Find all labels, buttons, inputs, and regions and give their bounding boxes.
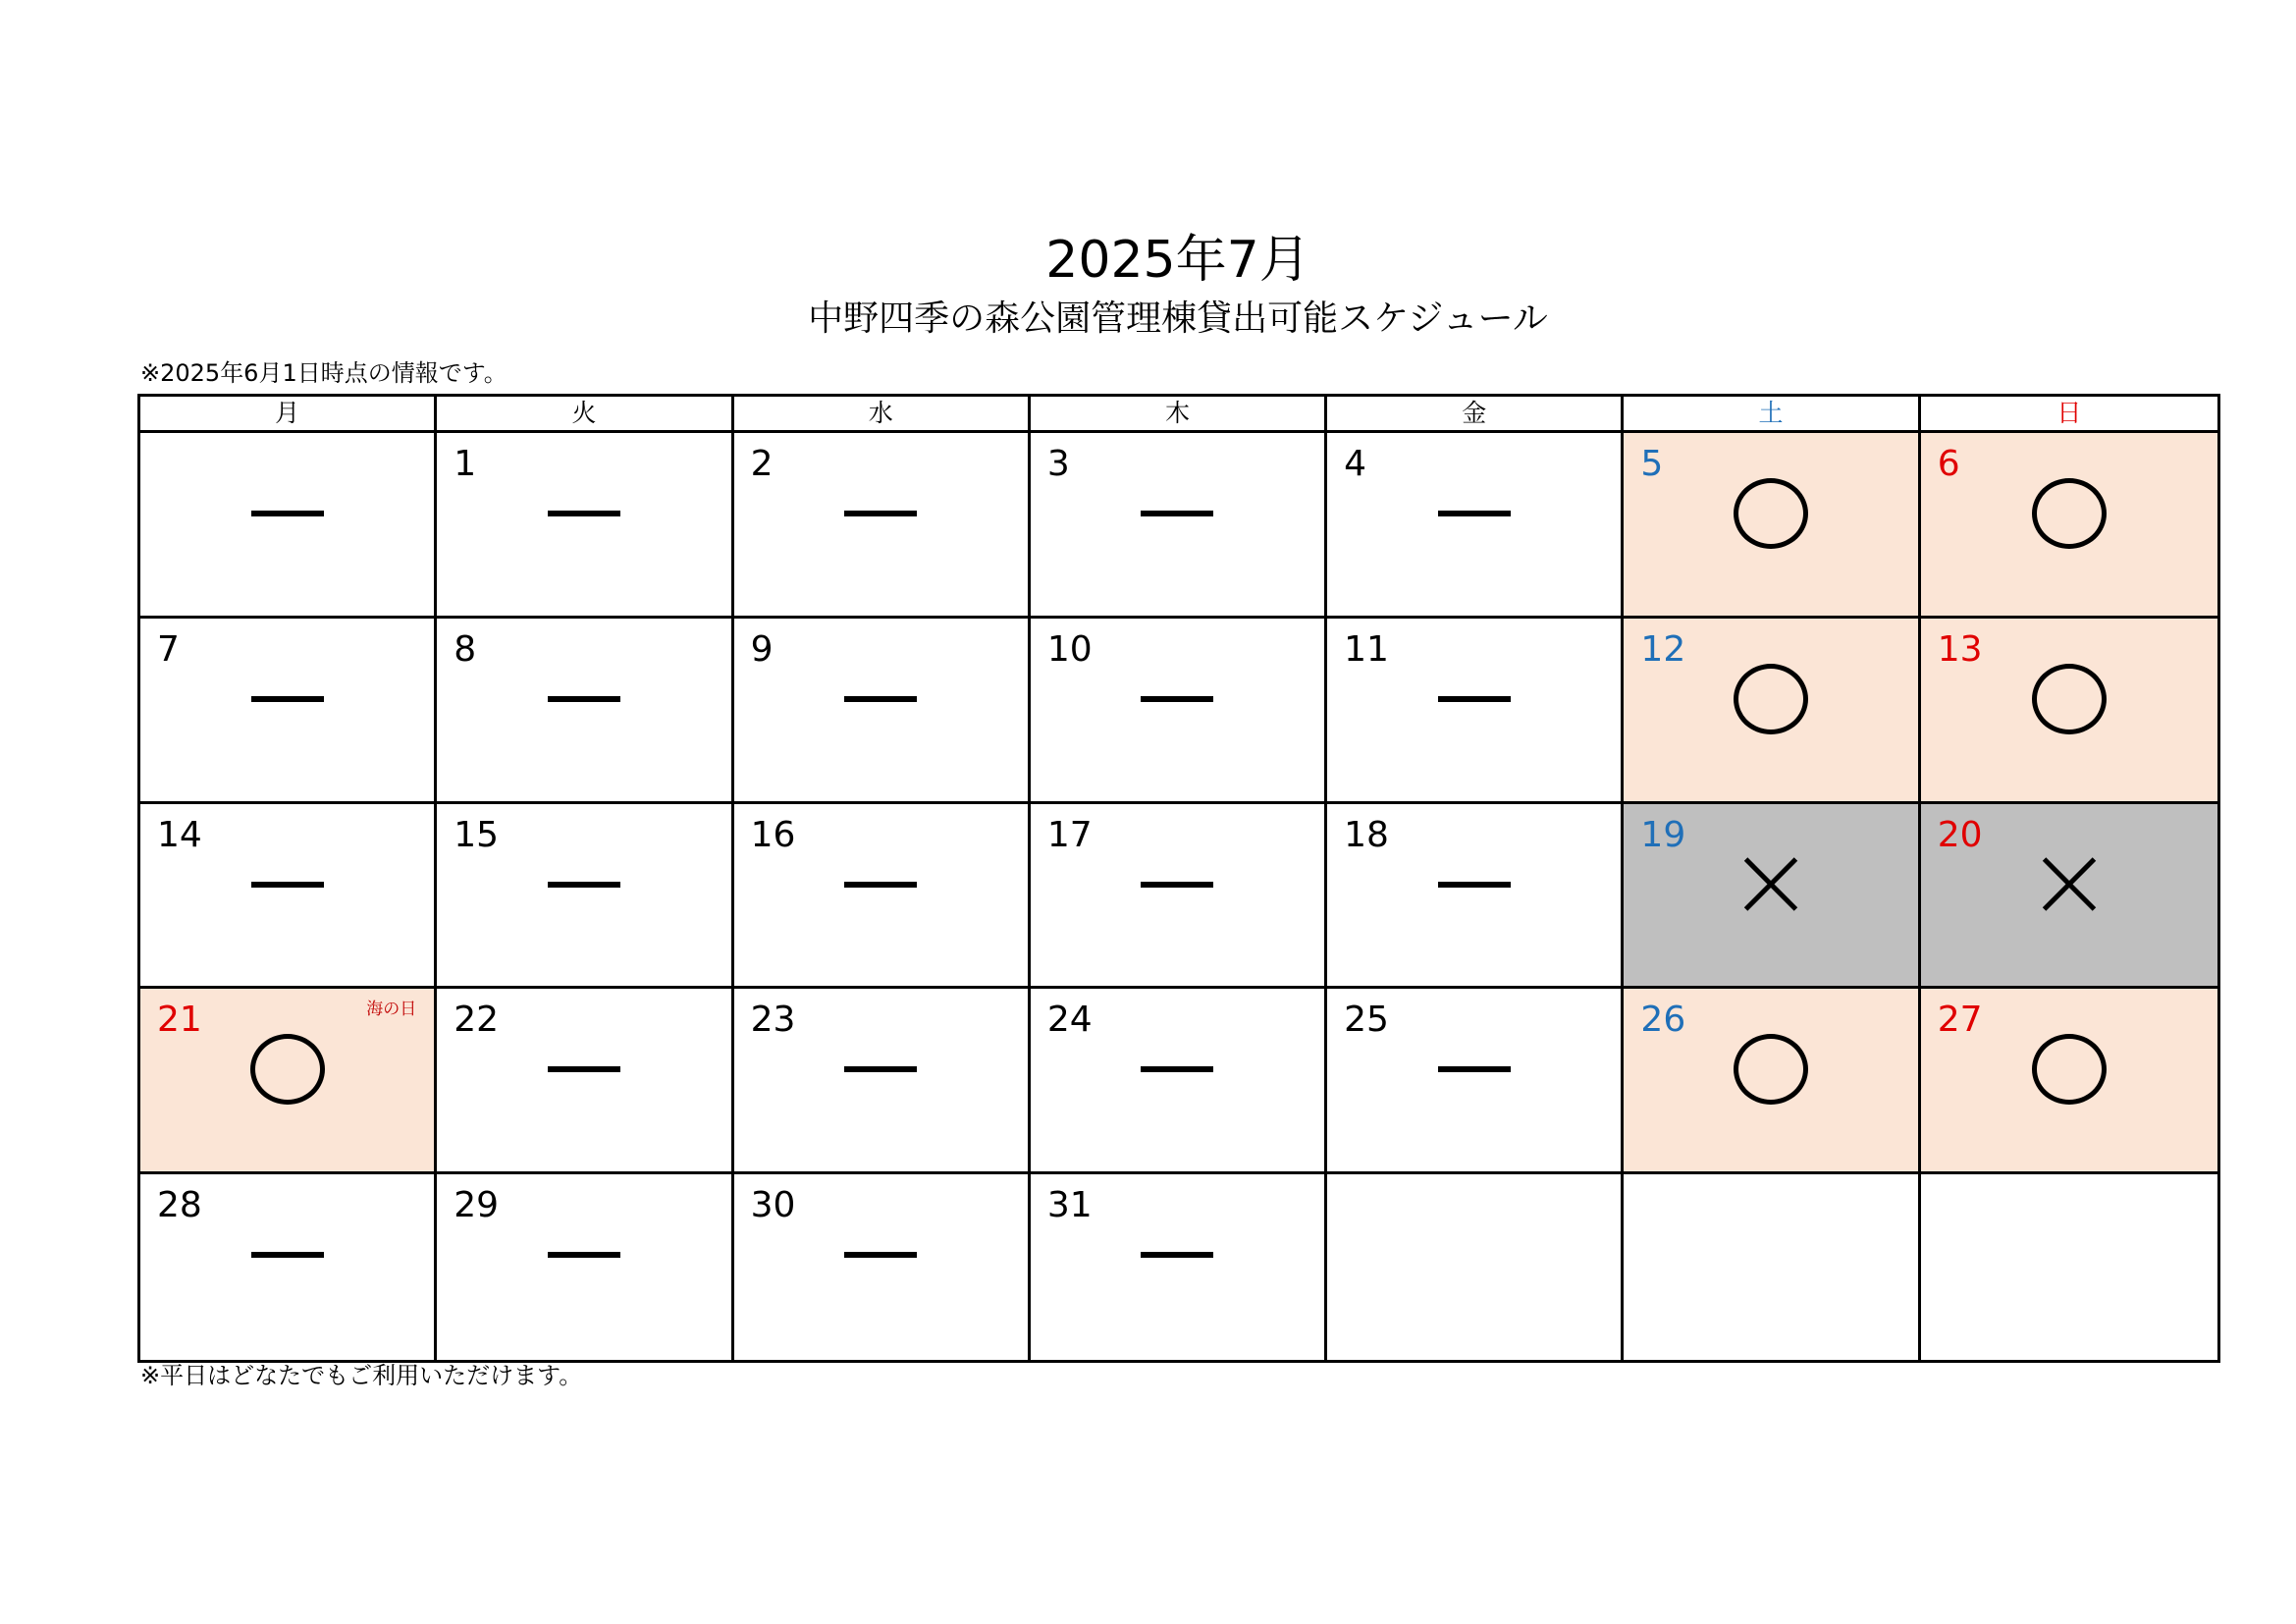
holiday-label: 海の日 bbox=[366, 1000, 417, 1020]
dash-mark-icon bbox=[251, 1252, 324, 1258]
day-number: 23 bbox=[750, 1000, 796, 1041]
info-date-note: ※2025年6月1日時点の情報です。 bbox=[140, 359, 507, 387]
weekday-mark bbox=[1031, 474, 1324, 553]
calendar-day-cell bbox=[1327, 1174, 1624, 1360]
day-number: 12 bbox=[1640, 628, 1686, 670]
day-number: 8 bbox=[454, 628, 477, 670]
day-number: 22 bbox=[454, 1000, 500, 1041]
day-number: 20 bbox=[1937, 814, 1983, 855]
weekday-mark bbox=[140, 1216, 434, 1294]
calendar-day-cell bbox=[437, 804, 733, 990]
available-mark bbox=[1921, 660, 2217, 738]
calendar-grid bbox=[137, 394, 2220, 1363]
available-mark bbox=[140, 1030, 434, 1109]
calendar-day-cell bbox=[140, 1174, 437, 1360]
weekday-mark bbox=[437, 474, 730, 553]
dash-mark-icon bbox=[844, 882, 917, 888]
weekday-header-fri: 金 bbox=[1327, 397, 1624, 433]
available-mark bbox=[1921, 474, 2217, 553]
calendar-day-cell bbox=[1031, 1174, 1327, 1360]
day-number: 13 bbox=[1937, 628, 1983, 670]
available-circle-icon bbox=[2032, 478, 2107, 549]
day-number: 7 bbox=[157, 628, 180, 670]
dash-mark-icon bbox=[1141, 696, 1213, 702]
calendar-day-cell bbox=[1921, 1174, 2217, 1360]
calendar-day-cell bbox=[734, 1174, 1031, 1360]
weekday-usage-note: ※平日はどなたでもご利用いただけます。 bbox=[140, 1362, 583, 1389]
calendar-day-cell bbox=[1921, 619, 2217, 804]
dash-mark-icon bbox=[548, 696, 620, 702]
day-number: 24 bbox=[1046, 1000, 1093, 1041]
available-circle-icon bbox=[1734, 664, 1808, 734]
day-number: 11 bbox=[1344, 628, 1389, 670]
calendar-day-cell bbox=[734, 989, 1031, 1174]
calendar-day-cell bbox=[1031, 804, 1327, 990]
dash-mark-icon bbox=[548, 882, 620, 888]
calendar-day-cell bbox=[140, 989, 437, 1174]
weekday-header-sat: 土 bbox=[1624, 397, 1920, 433]
weekday-mark bbox=[734, 845, 1028, 924]
dash-mark-icon bbox=[1438, 696, 1511, 702]
weekday-mark bbox=[140, 845, 434, 924]
weekday-mark bbox=[1327, 845, 1621, 924]
dash-mark-icon bbox=[548, 511, 620, 516]
dash-mark-icon bbox=[1141, 882, 1213, 888]
dash-mark-icon bbox=[548, 1252, 620, 1258]
calendar-day-cell bbox=[140, 804, 437, 990]
page-subtitle: 中野四季の森公園管理棟貸出可能スケジュール bbox=[808, 298, 1548, 339]
dash-mark-icon bbox=[844, 511, 917, 516]
weekday-mark bbox=[1031, 845, 1324, 924]
day-number: 21 bbox=[157, 1000, 202, 1041]
calendar-day-cell bbox=[1921, 433, 2217, 619]
calendar-day-cell bbox=[734, 433, 1031, 619]
weekday-mark bbox=[1327, 474, 1621, 553]
weekday-mark bbox=[140, 660, 434, 738]
day-number: 25 bbox=[1344, 1000, 1389, 1041]
day-number: 10 bbox=[1046, 628, 1093, 670]
weekday-mark bbox=[1327, 1030, 1621, 1109]
calendar-day-cell bbox=[734, 804, 1031, 990]
day-number: 30 bbox=[750, 1185, 796, 1226]
day-number: 5 bbox=[1640, 444, 1664, 484]
calendar-day-cell bbox=[140, 433, 437, 619]
dash-mark-icon bbox=[251, 696, 324, 702]
calendar-day-cell bbox=[1031, 433, 1327, 619]
day-number: 6 bbox=[1937, 444, 1960, 484]
weekday-mark bbox=[1031, 1216, 1324, 1294]
weekday-header-mon: 月 bbox=[140, 397, 437, 433]
available-circle-icon bbox=[1734, 478, 1808, 549]
calendar-day-cell bbox=[1327, 989, 1624, 1174]
weekday-header-sun: 日 bbox=[1921, 397, 2217, 433]
day-number: 31 bbox=[1046, 1185, 1093, 1226]
available-circle-icon bbox=[1734, 1034, 1808, 1105]
calendar-day-cell bbox=[1921, 804, 2217, 990]
available-mark bbox=[1624, 474, 1917, 553]
calendar-day-cell bbox=[1031, 989, 1327, 1174]
day-number: 19 bbox=[1640, 814, 1686, 855]
weekday-mark bbox=[734, 660, 1028, 738]
page-title: 2025年7月 bbox=[1045, 231, 1310, 290]
unavailable-cross-icon bbox=[2040, 855, 2099, 914]
calendar-day-cell bbox=[437, 1174, 733, 1360]
dash-mark-icon bbox=[251, 511, 324, 516]
calendar-day-cell bbox=[1327, 804, 1624, 990]
dash-mark-icon bbox=[1438, 1066, 1511, 1072]
day-number: 28 bbox=[157, 1185, 202, 1226]
calendar-day-cell bbox=[1624, 1174, 1920, 1360]
weekday-mark bbox=[1327, 660, 1621, 738]
dash-mark-icon bbox=[1141, 511, 1213, 516]
day-number: 15 bbox=[454, 814, 500, 855]
day-number: 9 bbox=[750, 628, 774, 670]
dash-mark-icon bbox=[1141, 1252, 1213, 1258]
available-mark bbox=[1624, 660, 1917, 738]
calendar-day-cell bbox=[1327, 433, 1624, 619]
weekday-mark bbox=[437, 845, 730, 924]
day-number: 27 bbox=[1937, 1000, 1983, 1041]
weekday-mark bbox=[734, 1216, 1028, 1294]
weekday-mark bbox=[734, 1030, 1028, 1109]
weekday-mark bbox=[140, 474, 434, 553]
weekday-mark bbox=[734, 474, 1028, 553]
day-number: 3 bbox=[1046, 444, 1070, 484]
available-mark bbox=[1921, 1030, 2217, 1109]
calendar-day-cell bbox=[1624, 619, 1920, 804]
dash-mark-icon bbox=[844, 1066, 917, 1072]
calendar-day-cell bbox=[1624, 989, 1920, 1174]
calendar-day-cell bbox=[140, 619, 437, 804]
day-number: 14 bbox=[157, 814, 202, 855]
weekday-header-thu: 木 bbox=[1031, 397, 1327, 433]
dash-mark-icon bbox=[844, 696, 917, 702]
unavailable-cross-icon bbox=[1741, 855, 1800, 914]
day-number: 29 bbox=[454, 1185, 500, 1226]
calendar-day-cell bbox=[734, 619, 1031, 804]
weekday-mark bbox=[1031, 1030, 1324, 1109]
weekday-mark bbox=[1031, 660, 1324, 738]
day-number: 17 bbox=[1046, 814, 1093, 855]
dash-mark-icon bbox=[251, 882, 324, 888]
available-circle-icon bbox=[2032, 664, 2107, 734]
dash-mark-icon bbox=[1438, 882, 1511, 888]
weekday-mark bbox=[437, 1030, 730, 1109]
weekday-mark bbox=[437, 1216, 730, 1294]
available-circle-icon bbox=[2032, 1034, 2107, 1105]
calendar-day-cell bbox=[1031, 619, 1327, 804]
weekday-mark bbox=[437, 660, 730, 738]
unavailable-mark bbox=[1921, 845, 2217, 924]
calendar-day-cell bbox=[437, 989, 733, 1174]
day-number: 1 bbox=[454, 444, 477, 484]
calendar-day-cell bbox=[437, 619, 733, 804]
weekday-header-tue: 火 bbox=[437, 397, 733, 433]
available-mark bbox=[1624, 1030, 1917, 1109]
calendar-day-cell bbox=[1624, 433, 1920, 619]
weekday-header-wed: 水 bbox=[734, 397, 1031, 433]
dash-mark-icon bbox=[1438, 511, 1511, 516]
calendar-day-cell bbox=[1327, 619, 1624, 804]
day-number: 2 bbox=[750, 444, 774, 484]
day-number: 18 bbox=[1344, 814, 1389, 855]
available-circle-icon bbox=[250, 1034, 325, 1105]
day-number: 26 bbox=[1640, 1000, 1686, 1041]
day-number: 16 bbox=[750, 814, 796, 855]
dash-mark-icon bbox=[844, 1252, 917, 1258]
calendar-day-cell bbox=[1624, 804, 1920, 990]
unavailable-mark bbox=[1624, 845, 1917, 924]
calendar-day-cell bbox=[437, 433, 733, 619]
dash-mark-icon bbox=[548, 1066, 620, 1072]
dash-mark-icon bbox=[1141, 1066, 1213, 1072]
day-number: 4 bbox=[1344, 444, 1367, 484]
calendar-day-cell bbox=[1921, 989, 2217, 1174]
